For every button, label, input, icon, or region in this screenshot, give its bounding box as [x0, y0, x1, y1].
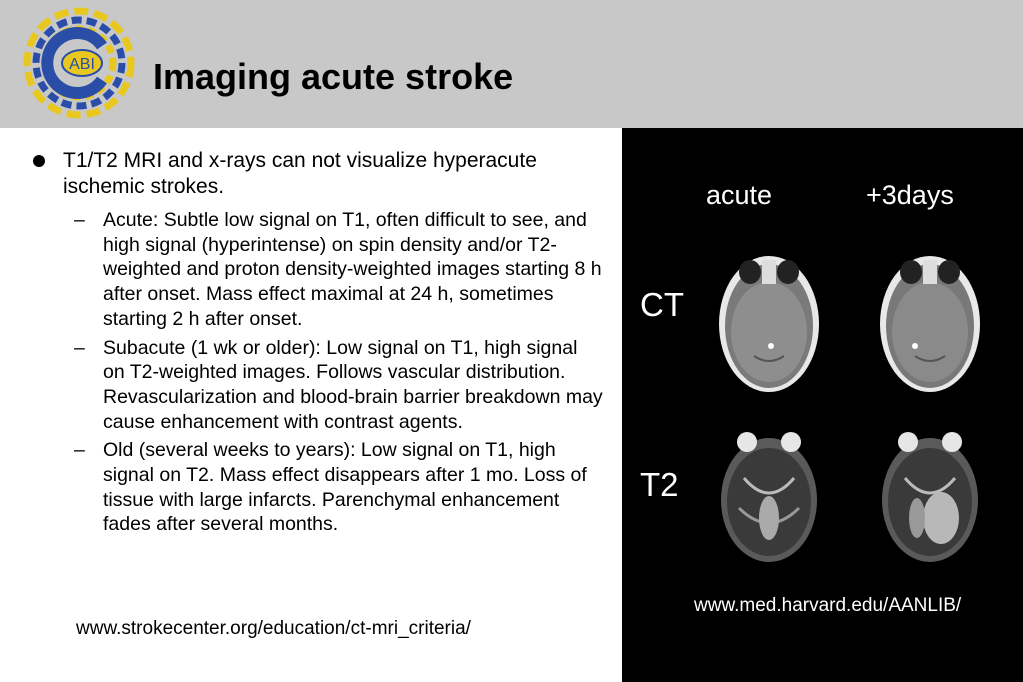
row-label-ct: CT: [640, 286, 684, 323]
main-bullet-text: T1/T2 MRI and x-rays can not visualize hyperacute ischemic strokes.: [63, 149, 537, 198]
slide-title: Imaging acute stroke: [153, 56, 514, 97]
sub-bullet-text: Subacute (1 wk or older): Low signal on T1, high signal on T2-weighted images. Follows vascular distribution. Revascularization and blood-brain barrier breakdown may cause enhancement with contrast agents.: [103, 336, 603, 433]
sub-bullet-acute: [74, 208, 604, 332]
bullet-dot-icon: [33, 155, 45, 167]
sub-bullet-text: Acute: Subtle low signal on T1, often difficult to see, and high signal (hyperintense) on spin density and/or T2-weighted and proton density-weighted images starting 8 h after onset. Mass effect maximal at 24 h, sometimes starting 2 h after onset.: [103, 209, 602, 330]
dash-icon: –: [74, 336, 85, 359]
col-label-acute: acute: [706, 180, 773, 210]
figure-panel: [622, 128, 1023, 682]
main-bullet: [33, 148, 578, 200]
dash-icon: –: [74, 439, 85, 462]
col-label-3days: +3days: [866, 180, 954, 210]
sub-bullet-subacute: [74, 336, 604, 435]
sub-bullet-text: Old (several weeks to years): Low signal on T1, high signal on T2. Mass effect disappears after 1 mo. Loss of tissue with large infarcts. Parenchymal enhancement fades after several months.: [103, 439, 587, 536]
sub-bullet-list: [74, 208, 604, 541]
slide-header: [0, 0, 1023, 128]
source-link-harvard[interactable]: www.med.harvard.edu/AANLIB/: [694, 595, 962, 616]
t2-3days-scan: [875, 418, 985, 568]
abi-logo: [22, 6, 136, 120]
ct-3days-scan: [875, 246, 985, 396]
sub-bullet-old: [74, 438, 604, 537]
ct-acute-scan: [714, 246, 824, 396]
source-link-strokecenter[interactable]: www.strokecenter.org/education/ct-mri_criteria/: [76, 618, 471, 639]
text-panel: [0, 128, 622, 682]
dash-icon: –: [74, 209, 85, 231]
t2-acute-scan: [714, 418, 824, 568]
logo-text: ABI: [69, 56, 95, 73]
row-label-t2: T2: [640, 466, 679, 503]
